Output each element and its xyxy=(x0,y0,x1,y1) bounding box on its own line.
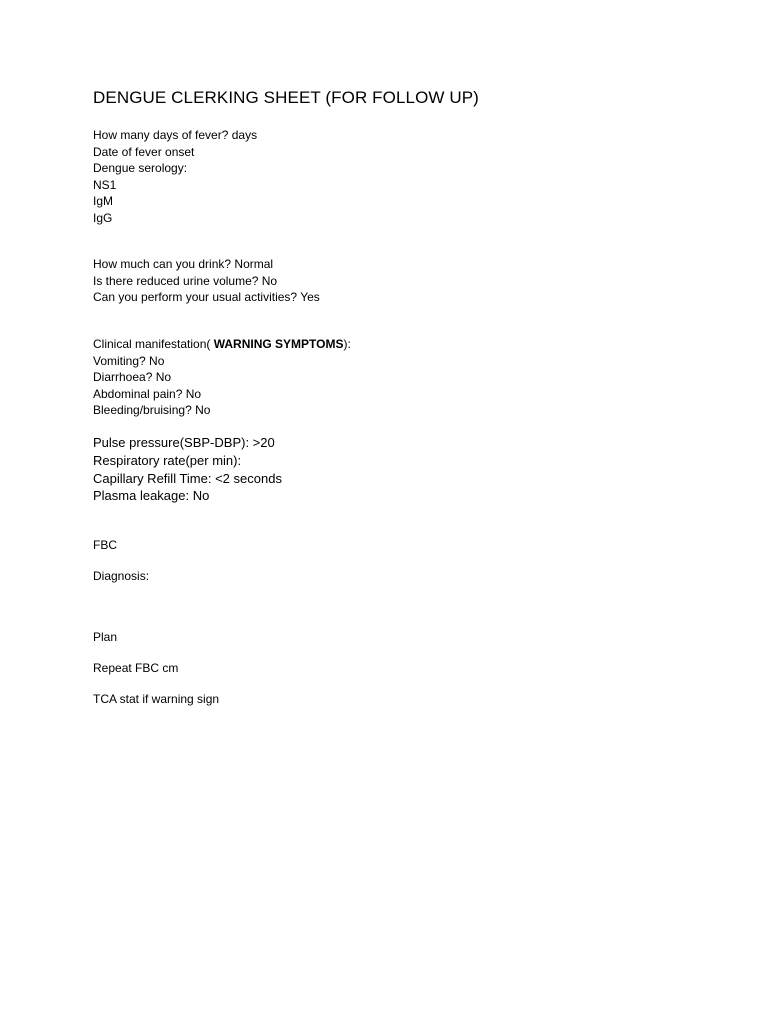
serology-line: Dengue serology: xyxy=(93,161,188,175)
clinical-heading xyxy=(93,336,351,353)
intake-section xyxy=(93,256,320,306)
plan-item2-block xyxy=(93,691,219,708)
fever-onset-line: Date of fever onset xyxy=(93,144,195,159)
plan-item-repeat-fbc: Repeat FBC cm xyxy=(93,661,179,675)
vitals-section xyxy=(93,434,282,505)
plan-item1-block xyxy=(93,660,178,677)
plan-heading-block xyxy=(93,629,117,646)
capillary-refill-line: Capillary Refill Time: <2 seconds xyxy=(93,470,282,486)
pulse-pressure-line: Pulse pressure(SBP-DBP): >20 xyxy=(93,435,275,450)
urine-line: Is there reduced urine volume? No xyxy=(93,273,278,288)
history-section xyxy=(93,127,257,226)
investigations-section xyxy=(93,537,117,554)
igg-line: IgG xyxy=(93,210,113,225)
bleeding-line: Bleeding/bruising? No xyxy=(93,403,211,417)
diagnosis-section xyxy=(93,568,149,585)
fever-days-line: How many days of fever? days xyxy=(93,128,258,142)
respiratory-rate-line: Respiratory rate(per min): xyxy=(93,452,242,468)
plasma-leakage-line: Plasma leakage: No xyxy=(93,488,210,504)
document-title: DENGUE CLERKING SHEET (FOR FOLLOW UP) xyxy=(93,88,479,107)
igm-line: IgM xyxy=(93,194,114,208)
ns1-line: NS1 xyxy=(93,177,117,192)
warning-symptoms-label: WARNING SYMPTOMS xyxy=(213,337,344,351)
clinical-heading-prefix: Clinical manifestation( xyxy=(93,337,214,351)
clinical-section xyxy=(93,336,351,419)
clinical-heading-suffix: ): xyxy=(343,337,351,351)
abdominal-pain-line: Abdominal pain? No xyxy=(93,386,202,401)
vomiting-line: Vomiting? No xyxy=(93,353,165,368)
plan-item-tca: TCA stat if warning sign xyxy=(93,692,220,706)
fbc-line: FBC xyxy=(93,538,117,552)
plan-label: Plan xyxy=(93,630,118,644)
activities-line: Can you perform your usual activities? Yes xyxy=(93,290,320,304)
diarrhoea-line: Diarrhoea? No xyxy=(93,370,172,384)
diagnosis-label: Diagnosis: xyxy=(93,569,150,583)
drink-line: How much can you drink? Normal xyxy=(93,257,274,271)
